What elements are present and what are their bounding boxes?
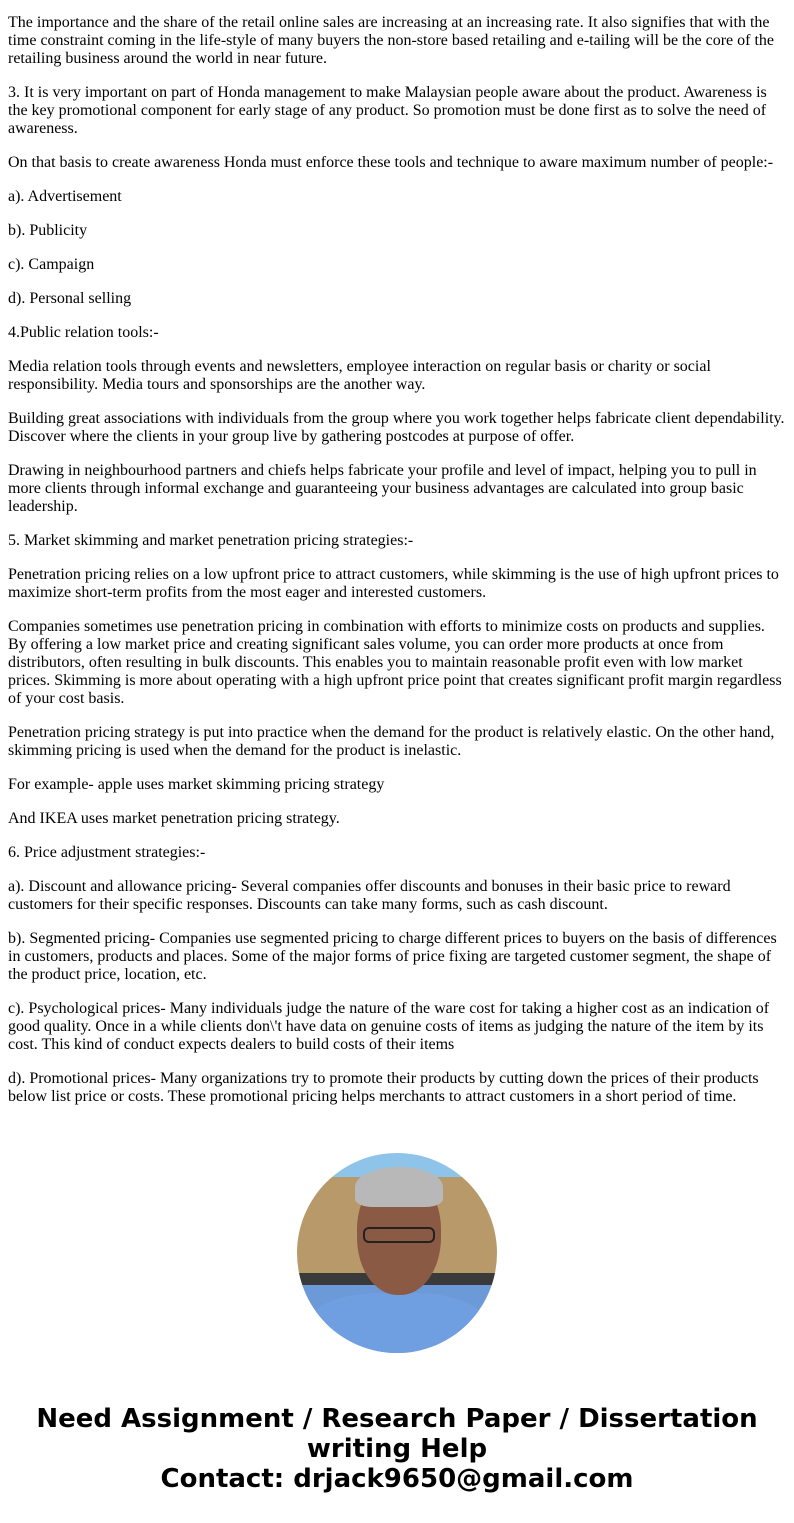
paragraph: Penetration pricing strategy is put into practice when the demand for the product is relatively elastic. On the other hand, skimming pricing is used when the demand for the product is inelastic.	[8, 724, 775, 759]
paragraph: And IKEA uses market penetration pricing strategy.	[8, 810, 340, 827]
contact-email: Contact: drjack9650@gmail.com	[160, 1464, 634, 1494]
paragraph: Penetration pricing relies on a low upfront price to attract customers, while skimming is the use of high upfront prices to maximize short-term profits from the most eager and interested customers.	[8, 566, 779, 601]
paragraph: 4.Public relation tools:-	[8, 324, 159, 341]
paragraph: b). Publicity	[8, 222, 88, 239]
contact-footer	[0, 1404, 794, 1494]
paragraph: Building great associations with individuals from the group where you work together helps fabricate client dependability. Discover where the clients in your group live by gathering postcodes at purpose of offer.	[8, 410, 785, 445]
paragraph: d). Promotional prices- Many organizations try to promote their products by cutting down the prices of their products below list price or costs. These promotional pricing helps merchants to attract customers in a short period of time.	[8, 1070, 759, 1105]
paragraph: c). Campaign	[8, 256, 95, 273]
paragraph: c). Psychological prices- Many individuals judge the nature of the ware cost for taking a higher cost as an indication of good quality. Once in a while clients don\'t have data on genuine costs of items as judging the nature of the item by its cost. This kind of conduct expects dealers to build costs of their items	[8, 1000, 770, 1053]
author-avatar	[297, 1153, 497, 1353]
paragraph: Media relation tools through events and newsletters, employee interaction on regular basis or charity or social responsibility. Media tours and sponsorships are the another way.	[8, 358, 711, 393]
paragraph: d). Personal selling	[8, 290, 132, 307]
paragraph: a). Discount and allowance pricing- Several companies offer discounts and bonuses in their basic price to reward customers for their specific responses. Discounts can take many forms, such as cash discount.	[8, 878, 731, 913]
paragraph: 5. Market skimming and market penetration pricing strategies:-	[8, 532, 414, 549]
paragraph: On that basis to create awareness Honda must enforce these tools and technique to aware maximum number of people:-	[8, 154, 774, 171]
paragraph: For example- apple uses market skimming pricing strategy	[8, 776, 385, 793]
paragraph: 3. It is very important on part of Honda management to make Malaysian people aware about the product. Awareness is the key promotional component for early stage of any product. So promotion must be done first as to solve the need of awareness.	[8, 84, 767, 137]
paragraph: a). Advertisement	[8, 188, 122, 205]
paragraph: The importance and the share of the retail online sales are increasing at an increasing rate. It also signifies that with the time constraint coming in the life-style of many buyers the non-store based retailing and e-tailing will be the core of the retailing business around the world in near future.	[8, 14, 774, 67]
paragraph: 6. Price adjustment strategies:-	[8, 844, 206, 861]
paragraph: Drawing in neighbourhood partners and chiefs helps fabricate your profile and level of impact, helping you to pull in more clients through informal exchange and guaranteeing your business advantages are calculated into group basic leadership.	[8, 462, 757, 515]
paragraph: b). Segmented pricing- Companies use segmented pricing to charge different prices to buyers on the basis of differences in customers, products and places. Some of the major forms of price fixing are targeted customer segment, the shape of the product price, location, etc.	[8, 930, 777, 983]
paragraph: Companies sometimes use penetration pricing in combination with efforts to minimize costs on products and supplies. By offering a low market price and creating significant sales volume, you can order more products at once from distributors, often resulting in bulk discounts. This enables you to maintain reasonable profit even with low market prices. Skimming is more about operating with a high upfront price point that creates significant profit margin regardless of your cost basis.	[8, 618, 782, 707]
help-heading: Need Assignment / Research Paper / Dissertation writing Help	[36, 1404, 758, 1464]
